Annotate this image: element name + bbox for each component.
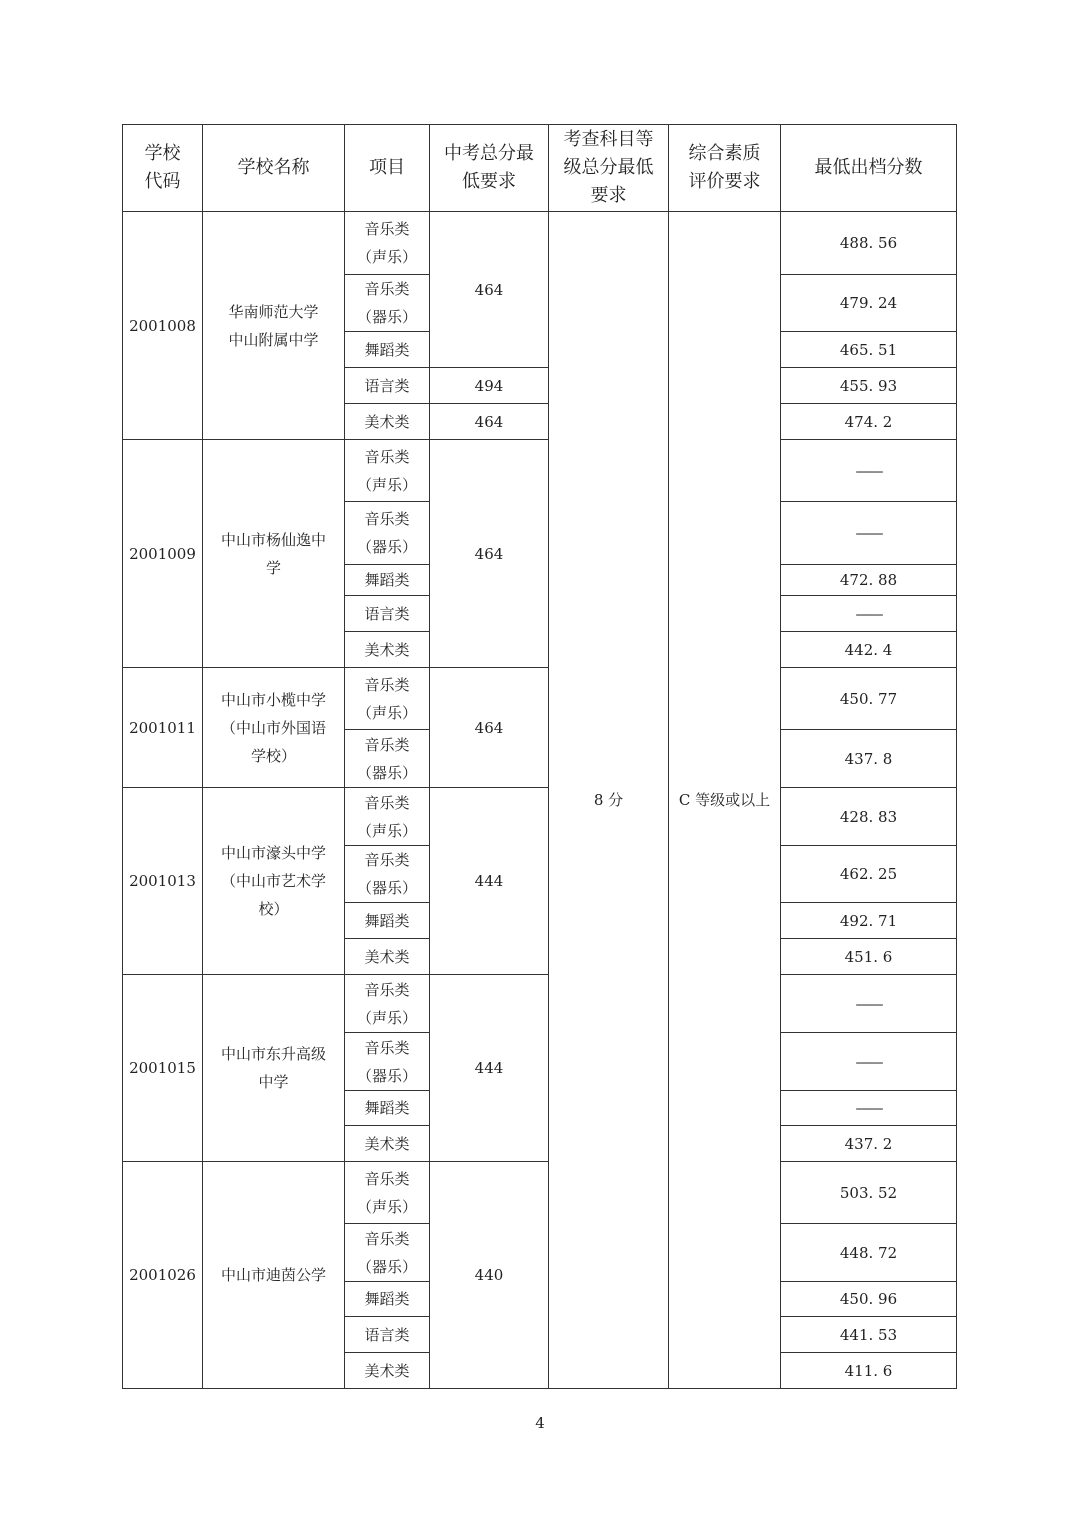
score-cell: 437. 8 <box>781 730 957 788</box>
item-cell: 音乐类 （声乐） <box>345 975 430 1033</box>
header-school-name: 学校名称 <box>203 125 345 212</box>
table-row <box>123 668 957 730</box>
item-cell: 语言类 <box>345 368 430 404</box>
score-cell: 428. 83 <box>781 788 957 846</box>
score-cell: 492. 71 <box>781 903 957 939</box>
school-name: 中山市迪茵公学 <box>203 1162 345 1389</box>
item-cell: 美术类 <box>345 1353 430 1389</box>
school-name: 中山市小榄中学 （中山市外国语 学校） <box>203 668 345 788</box>
score-cell: 472. 88 <box>781 565 957 596</box>
header-row <box>123 125 957 212</box>
admission-score-table <box>122 124 957 1389</box>
header-min-admission-score: 最低出档分数 <box>781 125 957 212</box>
score-cell: 450. 77 <box>781 668 957 730</box>
score-cell: 474. 2 <box>781 404 957 440</box>
score-cell: —— <box>781 975 957 1033</box>
grade-total-cell: 8 分 <box>549 212 669 1389</box>
score-cell: 462. 25 <box>781 846 957 903</box>
item-cell: 舞蹈类 <box>345 1091 430 1126</box>
min-total-cell: 444 <box>430 788 549 975</box>
item-cell: 音乐类 （声乐） <box>345 1162 430 1224</box>
school-name: 中山市东升高级 中学 <box>203 975 345 1162</box>
min-total-cell: 464 <box>430 212 549 368</box>
table-row <box>123 212 957 275</box>
item-cell: 音乐类 （器乐） <box>345 1224 430 1282</box>
school-code: 2001009 <box>123 440 203 668</box>
score-cell: —— <box>781 502 957 565</box>
school-code: 2001013 <box>123 788 203 975</box>
min-total-cell: 444 <box>430 975 549 1162</box>
item-cell: 音乐类 （声乐） <box>345 440 430 502</box>
header-item: 项目 <box>345 125 430 212</box>
header-quality-eval: 综合素质 评价要求 <box>669 125 781 212</box>
item-cell: 美术类 <box>345 632 430 668</box>
item-cell: 音乐类 （器乐） <box>345 730 430 788</box>
score-cell: 503. 52 <box>781 1162 957 1224</box>
table-row <box>123 788 957 846</box>
score-cell: 450. 96 <box>781 1282 957 1317</box>
score-cell: 488. 56 <box>781 212 957 275</box>
score-cell: 448. 72 <box>781 1224 957 1282</box>
item-cell: 语言类 <box>345 1317 430 1353</box>
school-code: 2001008 <box>123 212 203 440</box>
score-cell: —— <box>781 1091 957 1126</box>
item-cell: 音乐类 （声乐） <box>345 788 430 846</box>
item-cell: 美术类 <box>345 939 430 975</box>
score-cell: 465. 51 <box>781 332 957 368</box>
item-cell: 美术类 <box>345 1126 430 1162</box>
header-school-code: 学校 代码 <box>123 125 203 212</box>
item-cell: 音乐类 （器乐） <box>345 1033 430 1091</box>
min-total-cell: 464 <box>430 440 549 668</box>
score-cell: 479. 24 <box>781 275 957 332</box>
item-cell: 舞蹈类 <box>345 903 430 939</box>
min-total-cell: 440 <box>430 1162 549 1389</box>
score-cell: 451. 6 <box>781 939 957 975</box>
page-number: 4 <box>535 1414 545 1432</box>
item-cell: 音乐类 （声乐） <box>345 668 430 730</box>
score-cell: —— <box>781 440 957 502</box>
header-grade-total: 考查科目等 级总分最低 要求 <box>549 125 669 212</box>
item-cell: 音乐类 （器乐） <box>345 502 430 565</box>
min-total-cell: 464 <box>430 404 549 440</box>
item-cell: 语言类 <box>345 596 430 632</box>
school-name: 中山市濠头中学 （中山市艺术学 校） <box>203 788 345 975</box>
item-cell: 舞蹈类 <box>345 332 430 368</box>
table-row <box>123 1162 957 1224</box>
score-cell: 411. 6 <box>781 1353 957 1389</box>
item-cell: 音乐类 （声乐） <box>345 212 430 275</box>
school-code: 2001011 <box>123 668 203 788</box>
quality-eval-cell: C 等级或以上 <box>669 212 781 1389</box>
score-cell: —— <box>781 1033 957 1091</box>
score-cell: 441. 53 <box>781 1317 957 1353</box>
score-cell: 437. 2 <box>781 1126 957 1162</box>
school-code: 2001026 <box>123 1162 203 1389</box>
score-cell: 442. 4 <box>781 632 957 668</box>
table-row <box>123 440 957 502</box>
school-name: 华南师范大学 中山附属中学 <box>203 212 345 440</box>
item-cell: 舞蹈类 <box>345 565 430 596</box>
item-cell: 美术类 <box>345 404 430 440</box>
school-code: 2001015 <box>123 975 203 1162</box>
score-cell: 455. 93 <box>781 368 957 404</box>
item-cell: 音乐类 （器乐） <box>345 846 430 903</box>
min-total-cell: 494 <box>430 368 549 404</box>
item-cell: 舞蹈类 <box>345 1282 430 1317</box>
min-total-cell: 464 <box>430 668 549 788</box>
score-cell: —— <box>781 596 957 632</box>
item-cell: 音乐类 （器乐） <box>345 275 430 332</box>
school-name: 中山市杨仙逸中 学 <box>203 440 345 668</box>
table-row <box>123 975 957 1033</box>
header-min-total-score: 中考总分最 低要求 <box>430 125 549 212</box>
